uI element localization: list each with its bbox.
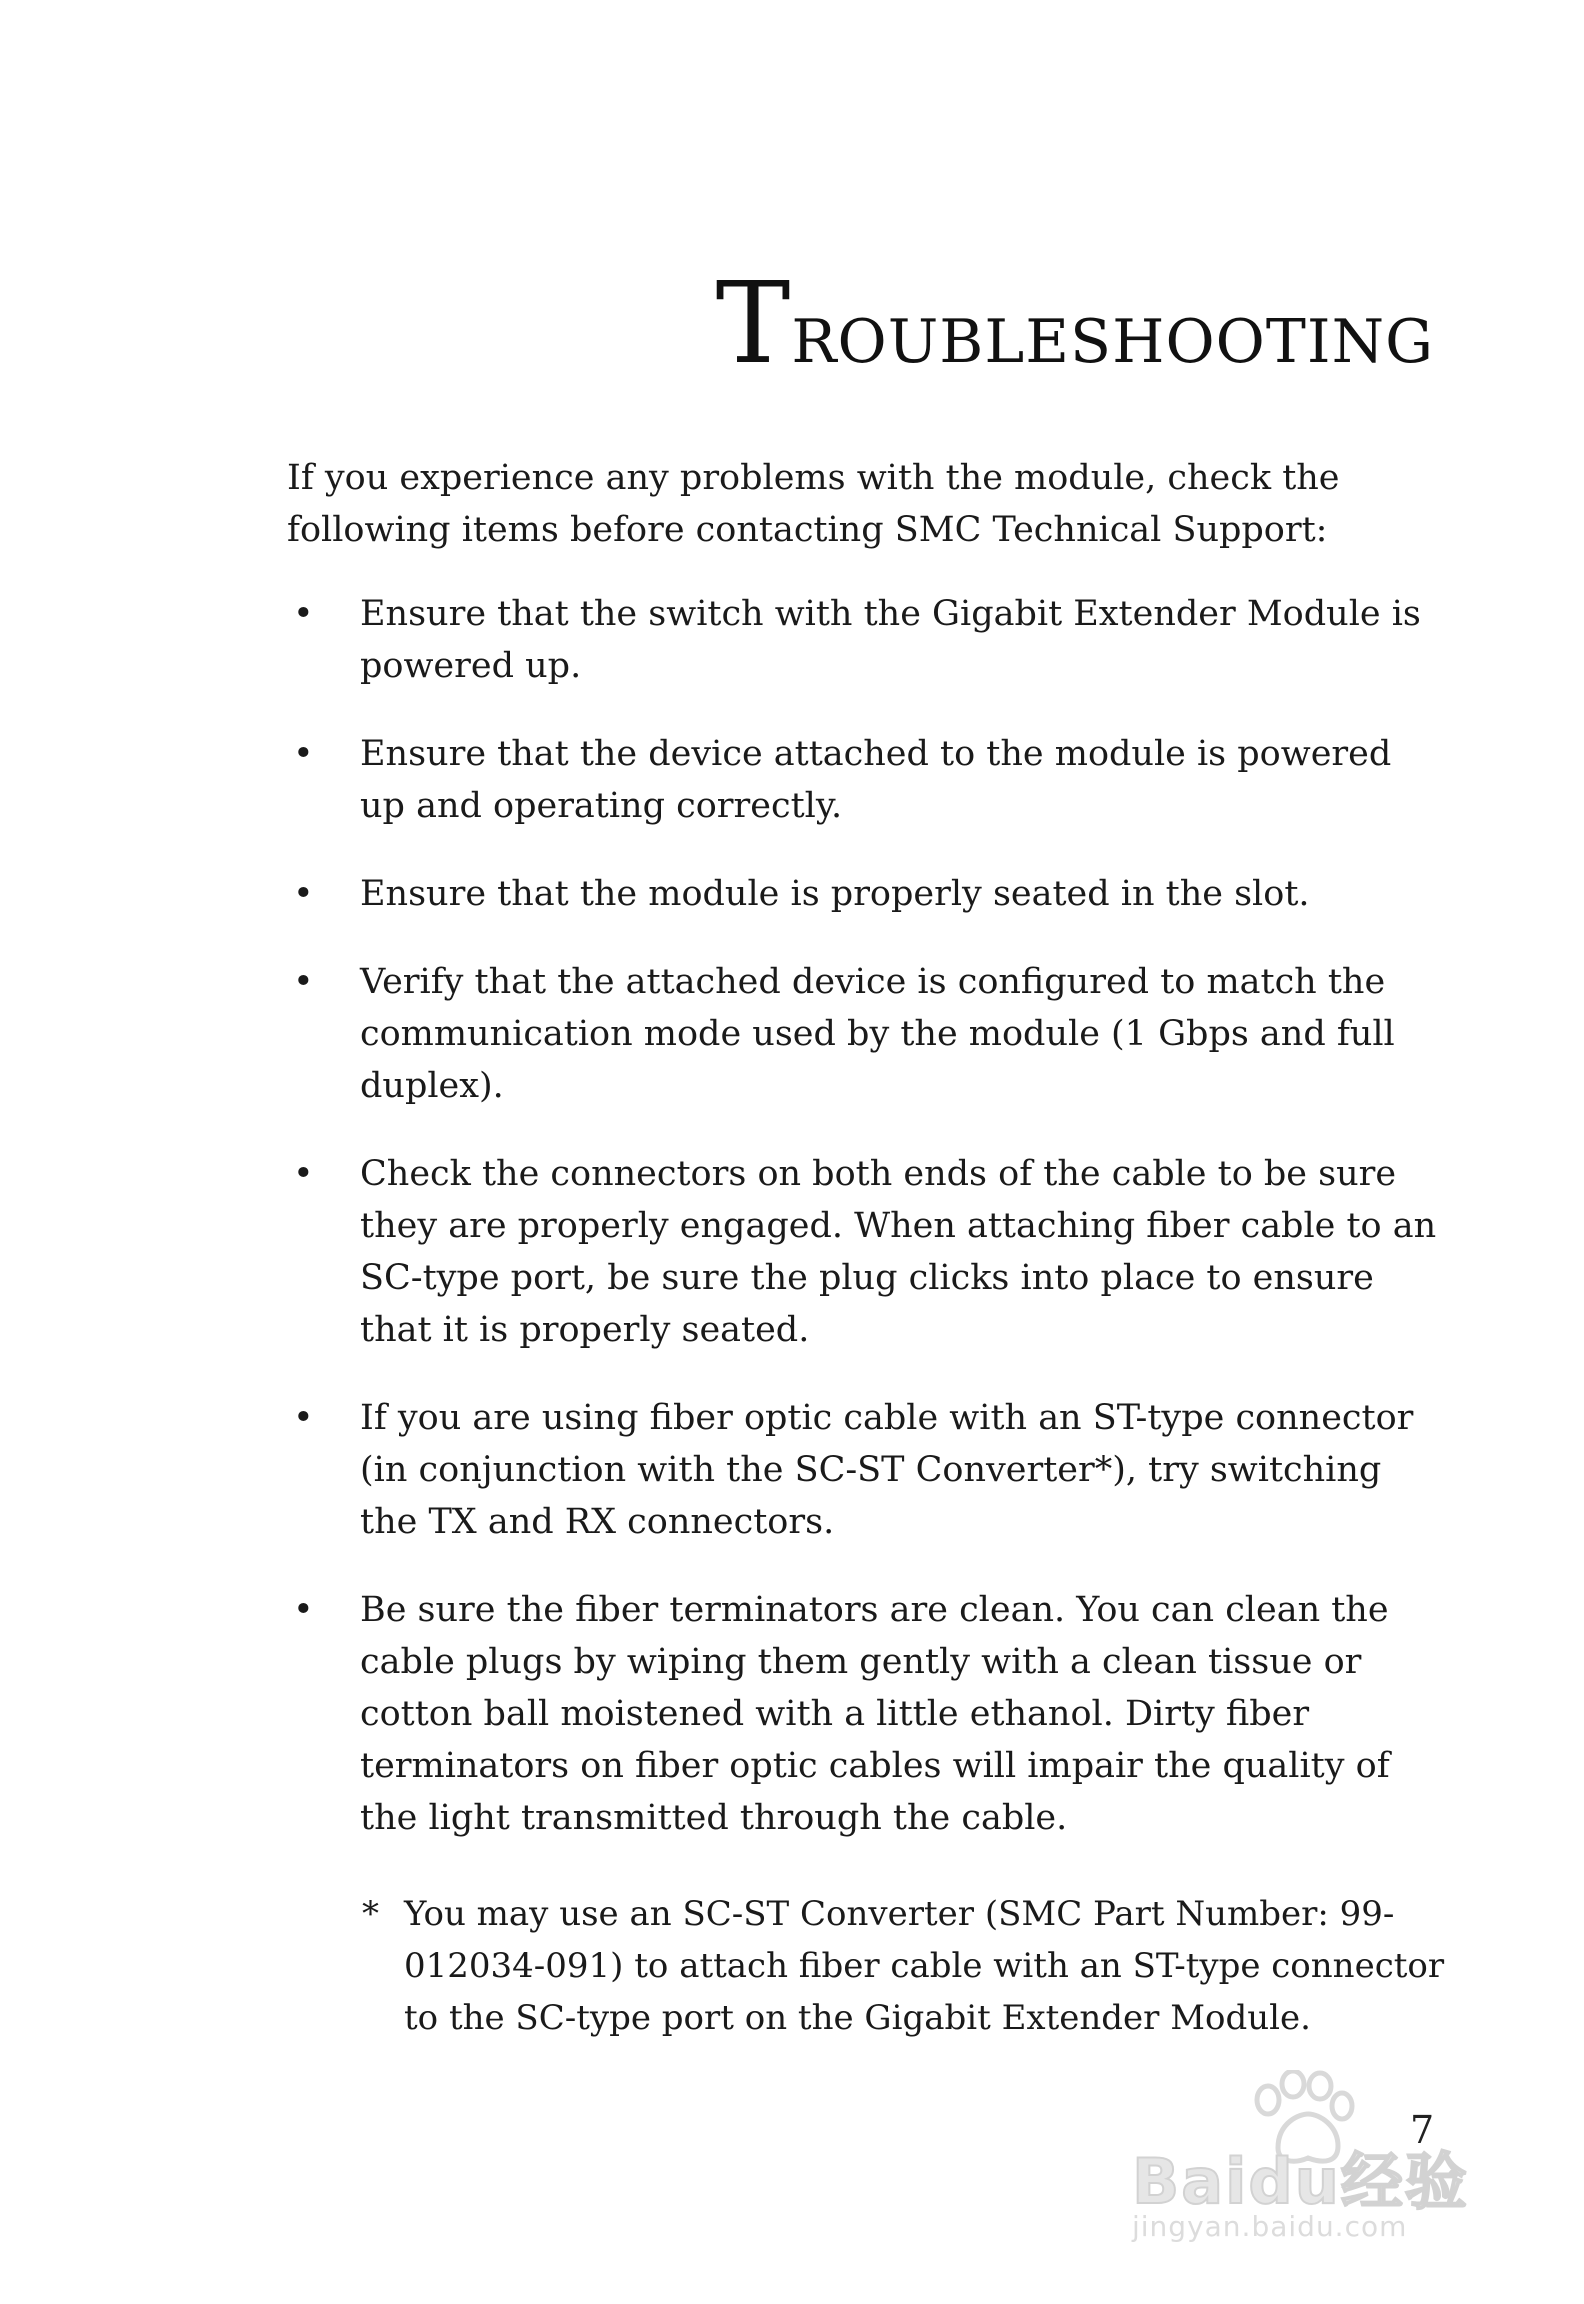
title-initial: T (715, 259, 792, 389)
bullet-icon: • (293, 962, 314, 1002)
watermark (1120, 2070, 1480, 2260)
troubleshooting-list (287, 588, 1447, 1844)
footnote (287, 1888, 1447, 2044)
list-item-text: If you are using fiber optic cable with an ST-type connector (in conjunction with the SC-ST Converter*), try switching the TX and RX connectors. (360, 1398, 1414, 1542)
bullet-icon: • (293, 1398, 314, 1438)
watermark-url: jingyan.baidu.com (1132, 2210, 1408, 2243)
intro-paragraph: If you experience any problems with the module, check the following items before contacting SMC Technical Support: (287, 458, 1340, 550)
bullet-icon: • (293, 874, 314, 914)
list-item-text: Ensure that the device attached to the module is powered up and operating correctly. (360, 734, 1392, 826)
main-content (287, 452, 1447, 2044)
list-item (287, 956, 1447, 1112)
bullet-icon: • (293, 734, 314, 774)
list-item-text: Be sure the fiber terminators are clean. You can clean the cable plugs by wiping them gently with a clean tissue or cotton ball moistened with a little ethanol. Dirty fiber terminators on fiber optic cables will impair the quality of the light transmitted through the cable. (360, 1590, 1390, 1838)
page-number: 7 (1410, 2108, 1435, 2152)
bullet-icon: • (293, 1154, 314, 1194)
list-item (287, 868, 1447, 920)
list-item-text: Ensure that the switch with the Gigabit Extender Module is powered up. (360, 594, 1421, 686)
list-item (287, 588, 1447, 692)
list-item (287, 1148, 1447, 1356)
footnote-text: You may use an SC-ST Converter (SMC Part Number: 99-012034-091) to attach fiber cable with an ST-type connector to the SC-type port on the Gigabit Extender Module. (404, 1894, 1445, 2038)
footnote-marker: * (362, 1894, 379, 1934)
list-item (287, 1584, 1447, 1844)
page-title (715, 259, 1434, 389)
bullet-icon: • (293, 1590, 314, 1630)
list-item (287, 728, 1447, 832)
bullet-icon: • (293, 594, 314, 634)
list-item-text: Ensure that the module is properly seated in the slot. (360, 874, 1310, 914)
list-item-text: Check the connectors on both ends of the cable to be sure they are properly engaged. When attaching fiber cable to an SC-type port, be sure the plug clicks into place to ensure that it is properly seated. (360, 1154, 1437, 1350)
list-item-text: Verify that the attached device is configured to match the communication mode used by the module (1 Gbps and full duplex). (360, 962, 1395, 1106)
watermark-brand: Baidu经验 (1132, 2145, 1469, 2218)
list-item (287, 1392, 1447, 1548)
title-rest: ROUBLESHOOTING (791, 307, 1434, 377)
